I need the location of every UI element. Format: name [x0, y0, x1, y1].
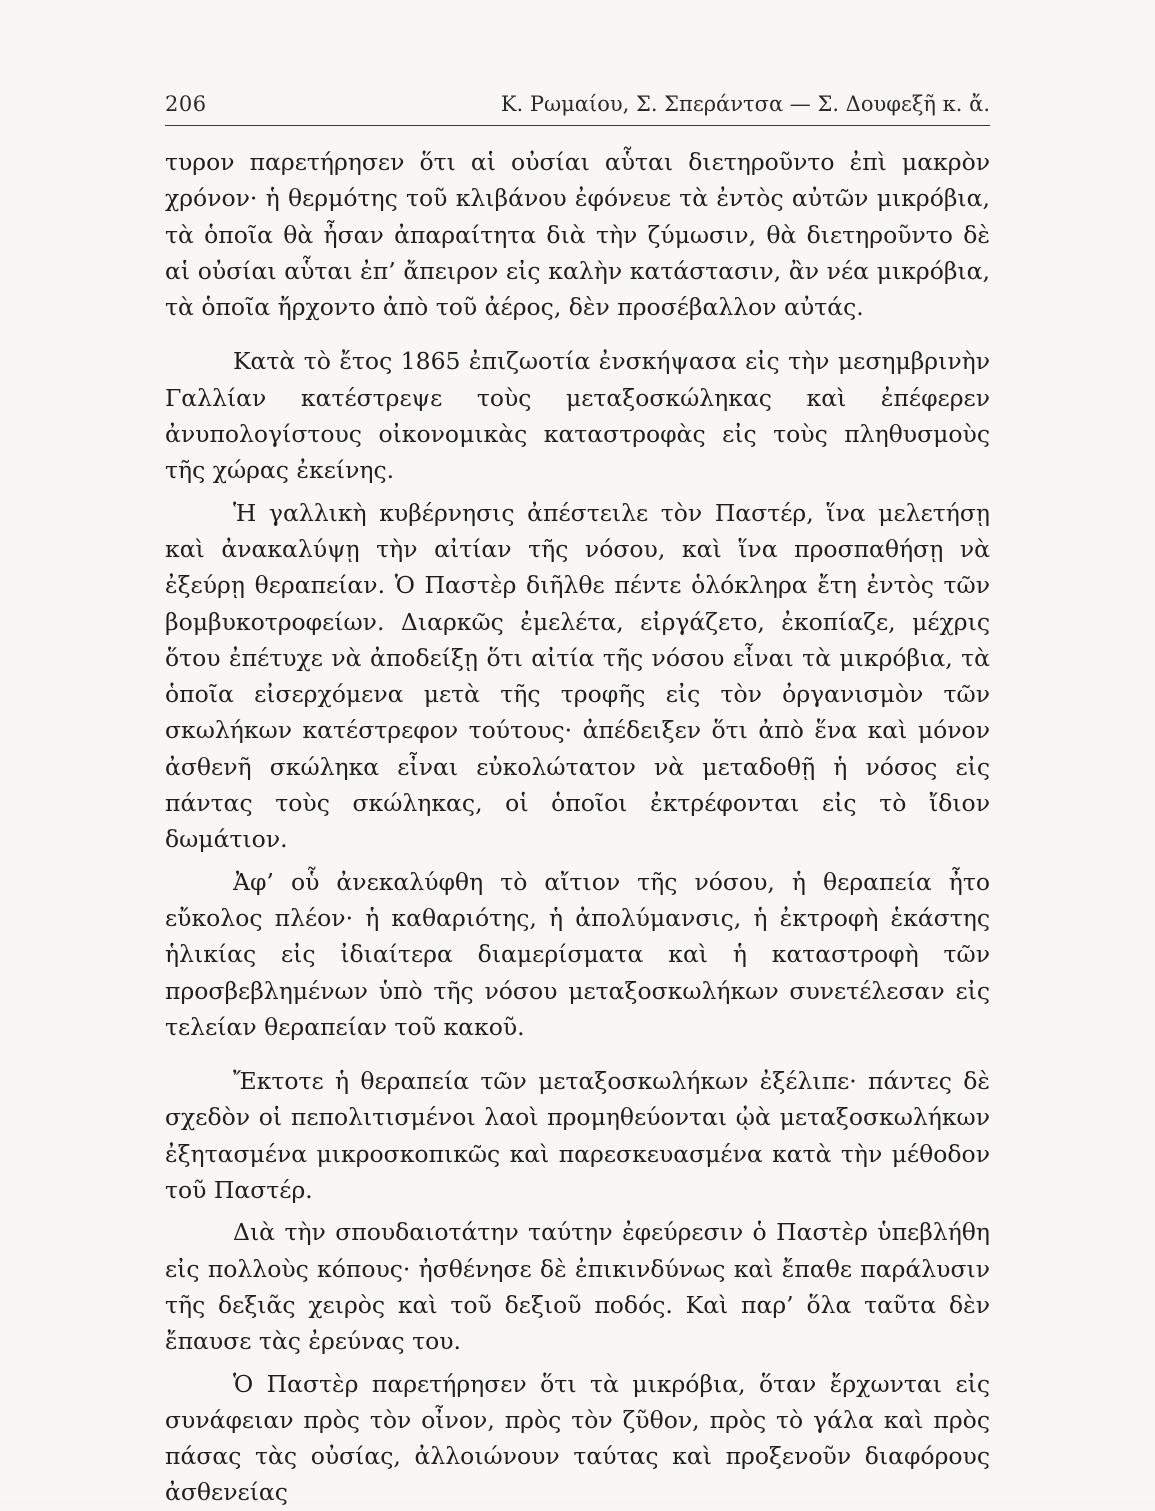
body-text [165, 144, 990, 1511]
paragraph-continued: τυρον παρετήρησεν ὅτι αἱ οὐσίαι αὗται διετηροῦντο ἐπὶ μακρὸν χρόνον· ἡ θερμότης τοῦ κλιβάνου ἐφόνευε τὰ ἐντὸς αὐτῶν μικρόβια, τὰ ὁποῖα θὰ ἦσαν ἀπαραίτητα διὰ τὴν ζύμωσιν, θὰ διετηροῦντο δὲ αἱ οὐσίαι αὗται ἐπ’ ἄπειρον εἰς καλὴν κατάστασιν, ἂν νέα μικρόβια, τὰ ὁποῖα ἤρχοντο ἀπὸ τοῦ ἀέρος, δὲν προσέβαλλον αὐτάς. [165, 148, 990, 322]
running-head: Κ. Ρωμαίου, Σ. Σπεράντσα — Σ. Δουφεξῆ κ. ἄ. [500, 92, 990, 116]
paragraph: Διὰ τὴν σπουδαιοτάτην ταύτην ἐφεύρεσιν ὁ Παστὲρ ὑπεβλήθη εἰς πολλοὺς κόπους· ἠσθένησε δὲ ἐπικινδύνως καὶ ἔπαθε παράλυσιν τῆς δεξιᾶς χειρὸς καὶ τοῦ δεξιοῦ ποδός. Καὶ παρ’ ὅλα ταῦτα δὲν ἔπαυσε τὰς ἐρεύνας του. [165, 1218, 990, 1356]
page-header [165, 92, 990, 124]
paragraph: Ὁ Παστὲρ παρετήρησεν ὅτι τὰ μικρόβια, ὅταν ἔρχωνται εἰς συνάφειαν πρὸς τὸν οἶνον, πρὸς τὸν ζῦθον, πρὸς τὸ γάλα καὶ πρὸς πάσας τὰς οὐσίας, ἀλλοιώνουν ταύτας καὶ προξενοῦν διαφόρους ἀσθενείας [165, 1369, 990, 1507]
page-number: 206 [165, 92, 207, 116]
paragraph: Ἀφ’ οὗ ἀνεκαλύφθη τὸ αἴτιον τῆς νόσου, ἡ θεραπεία ἦτο εὔκολος πλέον· ἡ καθαριότης, ἡ ἀπολύμανσις, ἡ ἐκτροφὴ ἑκάστης ἡλικίας εἰς ἰδιαίτερα διαμερίσματα καὶ ἡ καταστροφὴ τῶν προσβεβλημένων ὑπὸ τῆς νόσου μεταξοσκωλήκων συνετέλεσαν εἰς τελείαν θεραπείαν τοῦ κακοῦ. [165, 867, 990, 1041]
paragraph: Κατὰ τὸ ἔτος 1865 ἐπιζωοτία ἐνσκήψασα εἰς τὴν μεσημβρινὴν Γαλλίαν κατέστρεψε τοὺς μεταξοσκώληκας καὶ ἐπέφερεν ἀνυπολογίστους οἰκονομικὰς καταστροφὰς εἰς τοὺς πληθυσμοὺς τῆς χώρας ἐκείνης. [165, 347, 990, 485]
paragraph: Ἡ γαλλικὴ κυβέρνησις ἀπέστειλε τὸν Παστέρ, ἵνα μελετήσῃ καὶ ἀνακαλύψῃ τὴν αἰτίαν τῆς νόσου, καὶ ἵνα προσπαθήσῃ νὰ ἐξεύρῃ θεραπείαν. Ὁ Παστὲρ διῆλθε πέντε ὁλόκληρα ἔτη ἐντὸς τῶν βομβυκοτροφείων. Διαρκῶς ἐμελέτα, εἰργάζετο, ἐκοπίαζε, μέχρις ὅτου ἐπέτυχε νὰ ἀποδείξῃ ὅτι αἰτία τῆς νόσου εἶναι τὰ μικρόβια, τὰ ὁποῖα εἰσερχόμενα μετὰ τῆς τροφῆς εἰς τὸν ὀργανισμὸν τῶν σκωλήκων κατέστρεφον τούτους· ἀπέδειξεν ὅτι ἀπὸ ἕνα καὶ μόνον ἀσθενῆ σκώληκα εἶναι εὐκολώτατον νὰ μεταδοθῇ ἡ νόσος εἰς πάντας τοὺς σκώληκας, οἱ ὁποῖοι ἐκτρέφονται εἰς τὸ ἴδιον δωμάτιον. [165, 498, 990, 854]
header-rule [165, 125, 990, 126]
paragraph: Ἔκτοτε ἡ θεραπεία τῶν μεταξοσκωλήκων ἐξέλιπε· πάντες δὲ σχεδὸν οἱ πεπολιτισμένοι λαοὶ προμηθεύονται ᾠὰ μεταξοσκωλήκων ἐξητασμένα μικροσκοπικῶς καὶ παρεσκευασμένα κατὰ τὴν μέθοδον τοῦ Παστέρ. [165, 1067, 990, 1205]
